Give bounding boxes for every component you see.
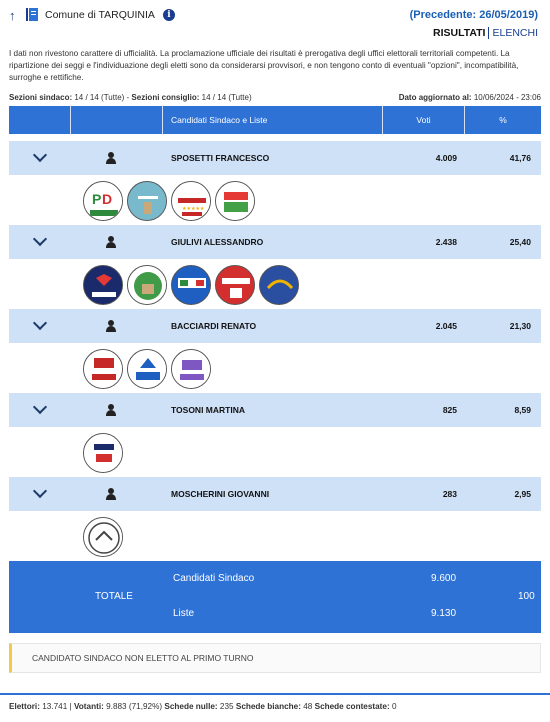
candidate-pct: 2,95 [514, 489, 531, 499]
notice-text: CANDIDATO SINDACO NON ELETTO AL PRIMO TURNO [32, 653, 254, 663]
person-icon [105, 152, 117, 164]
list-logos [9, 511, 541, 561]
chevron-down-icon[interactable] [33, 484, 47, 498]
totale-pct: 100 [518, 591, 535, 602]
party-logo-futura[interactable] [127, 265, 167, 305]
votanti-value: 9.883 (71,92%) [106, 702, 163, 711]
footer-divider [0, 693, 550, 695]
party-logo-pd[interactable] [83, 181, 123, 221]
updated-label: Dato aggiornato al: [398, 93, 472, 102]
list-logos [9, 175, 541, 225]
sezioni-sindaco-value: 14 / 14 (Tutte) [74, 93, 125, 102]
party-logo-movimento[interactable] [171, 181, 211, 221]
party-logo-lista[interactable] [259, 265, 299, 305]
elettori-label: Elettori: [9, 702, 40, 711]
candidate-pct: 21,30 [509, 321, 531, 331]
candidate-votes: 283 [442, 489, 457, 499]
candidate-pct: 8,59 [514, 405, 531, 415]
expand-toggle[interactable] [9, 309, 71, 343]
nav-divider [488, 27, 489, 39]
footer-stats: Elettori: 13.741 | Votanti: 9.883 (71,92%) Schede nulle: 235 Schede bianche: 48 Schede contestate: 0 [9, 702, 397, 711]
candidate-block [9, 309, 541, 393]
table-header [9, 106, 541, 134]
top-bar [0, 0, 550, 50]
chevron-down-icon[interactable] [33, 400, 47, 414]
updated-value: 10/06/2024 - 23:06 [473, 93, 541, 102]
totale-sindaco-votes: 9.600 [431, 573, 457, 584]
header-pct: % [499, 115, 507, 125]
disclaimer-text: I dati non rivestono carattere di ufficialità. La proclamazione ufficiale dei risultati è prerogativa degli uffici elettorali territoriali competenti. La ripartizione dei seggi e l'individuazione degli eletti sono da considerarsi provvisori, e non tengono conto di eventuali "opzioni", incompatibilità, surroghe e rettifiche. [9, 49, 519, 82]
candidate-name: TOSONI MARTINA [171, 405, 245, 415]
sezioni-sindaco-label: Sezioni sindaco: [9, 93, 73, 102]
status-notice [9, 643, 541, 673]
list-logos [9, 427, 541, 477]
candidate-name: MOSCHERINI GIOVANNI [171, 489, 270, 499]
sezioni-consiglio-label: Sezioni consiglio: [131, 93, 200, 102]
party-logo-martina-tosoni[interactable] [83, 433, 123, 473]
candidate-row[interactable] [9, 477, 541, 511]
party-logo-tarquinia-movimento[interactable] [127, 349, 167, 389]
header-candidati: Candidati Sindaco e Liste [163, 106, 383, 134]
totals-block [9, 561, 541, 633]
chevron-down-icon[interactable] [33, 316, 47, 330]
results-table [9, 106, 541, 561]
totale-liste-votes: 9.130 [431, 608, 457, 619]
info-icon[interactable]: i [163, 9, 175, 21]
candidate-votes: 2.438 [435, 237, 457, 247]
nav-tabs [433, 27, 538, 39]
party-logo-tarquinia-ci-sta[interactable] [83, 349, 123, 389]
bianche-label: Schede bianche: [235, 702, 301, 711]
tab-elenchi[interactable]: ELENCHI [492, 27, 538, 39]
candidate-block [9, 393, 541, 477]
party-logo-avs[interactable] [215, 181, 255, 221]
totale-label: TOTALE [95, 591, 133, 602]
sections-info: Sezioni sindaco: 14 / 14 (Tutte) - Sezioni consiglio: 14 / 14 (Tutte) Dato aggiornato al: 10/06/2024 - 23:06 [9, 93, 541, 102]
candidate-block [9, 477, 541, 561]
header-cell-expand [9, 106, 71, 134]
expand-toggle[interactable] [9, 225, 71, 259]
expand-toggle[interactable] [9, 393, 71, 427]
svg-text:D: D [102, 191, 113, 207]
candidate-votes: 825 [442, 405, 457, 415]
candidate-name: SPOSETTI FRANCESCO [171, 153, 270, 163]
expand-toggle[interactable] [9, 141, 71, 175]
candidate-name: GIULIVI ALESSANDRO [171, 237, 264, 247]
contestate-label: Schede contestate: [314, 702, 390, 711]
header-voti: Voti [383, 106, 465, 134]
totale-liste-label: Liste [173, 608, 195, 619]
candidate-block [9, 141, 541, 225]
header-cell-icon [71, 106, 163, 134]
list-logos [9, 343, 541, 393]
party-logo-civita[interactable] [127, 181, 167, 221]
votanti-label: Votanti: [73, 702, 104, 711]
person-icon [105, 236, 117, 248]
candidate-votes: 2.045 [435, 321, 457, 331]
nulle-label: Schede nulle: [164, 702, 218, 711]
candidate-votes: 4.009 [435, 153, 457, 163]
svg-text:P: P [92, 191, 102, 207]
candidate-row[interactable] [9, 393, 541, 427]
up-arrow-icon[interactable]: ↑ [9, 8, 16, 23]
party-logo-forza-italia[interactable] [171, 265, 211, 305]
party-logo-fdi[interactable] [83, 265, 123, 305]
expand-toggle[interactable] [9, 477, 71, 511]
person-icon [105, 488, 117, 500]
bianche-value: 48 [303, 702, 313, 711]
svg-text:★★★★★: ★★★★★ [182, 206, 205, 212]
totale-sindaco-label: Candidati Sindaco [173, 573, 255, 584]
candidate-pct: 25,40 [509, 237, 531, 247]
document-icon[interactable] [26, 8, 38, 21]
candidate-row[interactable] [9, 309, 541, 343]
candidate-pct: 41,76 [509, 153, 531, 163]
list-logos [9, 259, 541, 309]
nulle-value: 235 [219, 702, 234, 711]
chevron-down-icon[interactable] [33, 232, 47, 246]
party-logo-tarquinia-civica[interactable] [171, 349, 211, 389]
tab-risultati[interactable]: RISULTATI [432, 27, 486, 39]
elettori-value: 13.741 [42, 702, 68, 711]
party-logo-tarquinia-unita[interactable] [83, 517, 123, 557]
candidate-row[interactable] [9, 225, 541, 259]
contestate-value: 0 [391, 702, 397, 711]
sezioni-consiglio-value: 14 / 14 (Tutte) [201, 93, 252, 102]
page-title: Comune di TARQUINIA [45, 9, 155, 21]
person-icon [105, 320, 117, 332]
chevron-down-icon[interactable] [33, 148, 47, 162]
candidate-block [9, 225, 541, 309]
candidate-name: BACCIARDI RENATO [171, 321, 257, 331]
person-icon [105, 404, 117, 416]
candidate-row[interactable] [9, 141, 541, 175]
previous-election-link[interactable]: (Precedente: 26/05/2019) [409, 9, 538, 21]
party-logo-italia[interactable] [215, 265, 255, 305]
